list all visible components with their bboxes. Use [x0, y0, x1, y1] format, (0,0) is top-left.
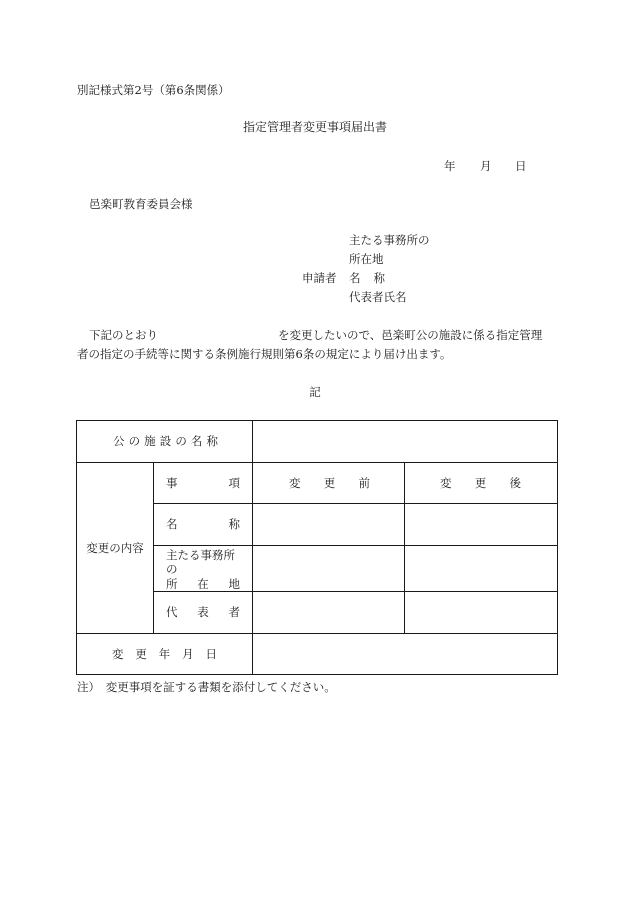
after-header: [405, 463, 558, 504]
change-date-value[interactable]: [253, 634, 558, 675]
item-header-char: 事: [166, 475, 178, 490]
facility-name-char: 設: [159, 434, 172, 449]
after-header-char: 更: [474, 475, 487, 490]
facility-name-char: の: [128, 434, 141, 449]
before-header-char: 前: [358, 475, 370, 490]
after-header-char: 後: [509, 475, 521, 490]
name-row-char: 称: [228, 517, 240, 532]
ki-heading: 記: [309, 385, 321, 399]
facility-name-label: [77, 421, 253, 463]
before-header: [253, 463, 405, 504]
representative-row-label: [154, 592, 253, 634]
applicant-label: 申請者: [302, 271, 337, 285]
address-row-label-line1: 主たる事務所の: [166, 548, 235, 577]
name-after-value[interactable]: [405, 504, 558, 546]
change-date-label: [77, 634, 253, 675]
representative-row-char: 代: [166, 605, 178, 620]
change-date-char: 月: [182, 646, 194, 661]
applicant-address-label-line1: 主たる事務所の: [349, 233, 430, 247]
address-after-value[interactable]: [405, 546, 558, 592]
facility-name-char: の: [175, 434, 187, 449]
body-text-line1-end: を変更したいので、邑楽町公の施設に係る指定管理: [278, 328, 543, 342]
name-before-value[interactable]: [253, 504, 405, 546]
body-text-line2: 者の指定の手続等に関する条例施行規則第6条の規定により届け出ます。: [77, 347, 452, 361]
after-header-char: 変: [440, 475, 452, 490]
before-header-char: 変: [289, 475, 301, 490]
address-before-value[interactable]: [253, 546, 405, 592]
facility-name-char: 公: [113, 434, 125, 449]
representative-before-value[interactable]: [253, 592, 405, 634]
facility-name-char: 名: [190, 434, 203, 449]
applicant-address-label-line2: 所在地: [349, 252, 384, 266]
facility-name-value[interactable]: [253, 421, 558, 463]
body-text-line1-start: 下記のとおり: [89, 328, 158, 342]
change-date-char: 日: [205, 646, 217, 661]
change-date-char: 年: [158, 646, 171, 661]
addressee: 邑楽町教育委員会様: [89, 197, 193, 211]
change-date-row: [77, 634, 558, 675]
attachment-note: 注） 変更事項を証する書類を添付してください。: [77, 680, 336, 694]
before-header-char: 更: [323, 475, 336, 490]
change-header-row: [77, 463, 558, 504]
document-title: 指定管理者変更事項届出書: [242, 120, 387, 134]
change-date-char: 変: [112, 646, 124, 661]
change-details-table: [76, 420, 558, 675]
facility-name-char: 称: [206, 434, 218, 449]
change-content-label: 変更の内容: [77, 463, 154, 634]
form-number-label: 別記様式第2号（第6条関係）: [77, 83, 230, 97]
date-year-label: 年: [444, 159, 456, 173]
applicant-name-char: 名: [349, 271, 361, 285]
facility-name-char: 施: [144, 434, 156, 449]
address-row-label-line2: [166, 577, 240, 591]
representative-after-value[interactable]: [405, 592, 558, 634]
address-row-char: 在: [197, 576, 209, 591]
address-row-label: [154, 546, 253, 592]
change-date-char: 更: [135, 646, 147, 661]
facility-name-row: [77, 421, 558, 463]
applicant-name-char: 称: [373, 271, 385, 285]
address-row-char: 所: [166, 576, 178, 591]
representative-row-char: 表: [197, 605, 209, 620]
representative-row-char: 者: [228, 605, 240, 620]
applicant-name-label: [349, 273, 385, 285]
name-row-char: 名: [166, 517, 178, 532]
item-header-char: 項: [228, 475, 240, 490]
date-month-label: 月: [480, 159, 492, 173]
name-row-label: [154, 504, 253, 546]
item-header: [154, 463, 253, 504]
date-day-label: 日: [515, 159, 527, 173]
address-row-char: 地: [228, 576, 240, 591]
applicant-representative-label: 代表者氏名: [349, 290, 407, 304]
